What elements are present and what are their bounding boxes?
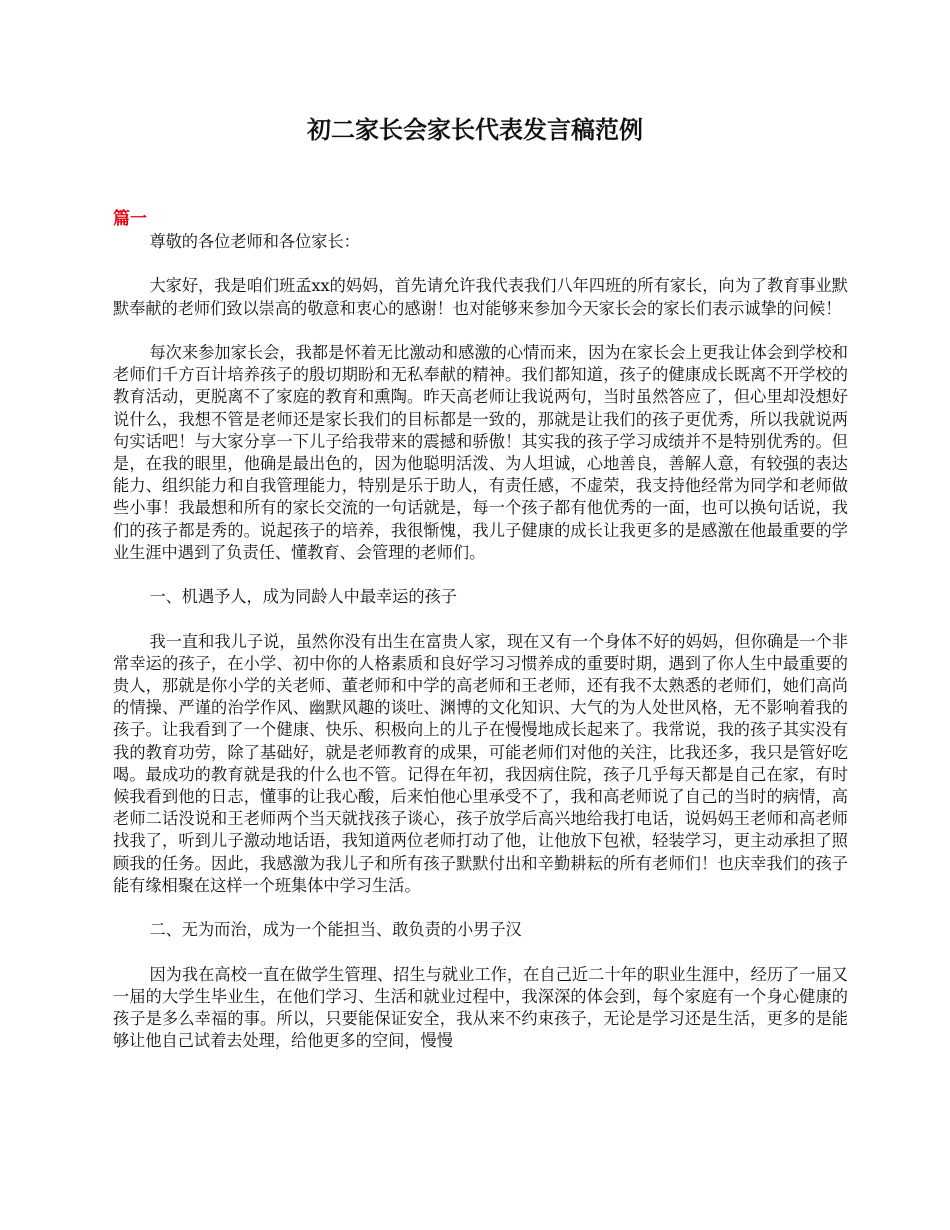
section-label: 篇一 xyxy=(113,209,147,229)
body-paragraph: 我一直和我儿子说，虽然你没有出生在富贵人家，现在又有一个身体不好的妈妈，但你确是一个非常幸运的孩子，在小学、初中你的人格素质和良好学习习惯养成的重要时期，遇到了你人生中最重要的贵人，那就是你小学的关老师、董老师和中学的高老师和王老师，还有我不太熟悉的老师们，她们高尚的情操、严谨的治学作风、幽默风趣的谈吐、渊博的文化知识、大气的为人处世风格，无不影响着我的孩子。让我看到了一个健康、快乐、积极向上的儿子在慢慢地成长起来了。我常说，我的孩子其实没有我的教育功劳，除了基础好，就是老师教育的成果，可能老师们对他的关注，比我还多，我只是管好吃喝。最成功的教育就是我的什么也不管。记得在年初，我因病住院，孩子几乎每天都是自己在家，有时候我看到他的日志，懂事的让我心酸，后来怕他心里承受不了，我和高老师说了自己的当时的病情，高老师二话没说和王老师两个当天就找孩子谈心，孩子放学后高兴地给我打电话，说妈妈王老师和高老师找我了，听到儿子激动地话语，我知道两位老师打动了他，让他放下包袱，轻装学习，更主动承担了照顾我的任务。因此，我感激为我儿子和所有孩子默默付出和辛勤耕耘的所有老师们！也庆幸我们的孩子能有缘相聚在这样一个班集体中学习生活。 xyxy=(113,631,848,895)
body-paragraph: 因为我在高校一直在做学生管理、招生与就业工作，在自己近二十年的职业生涯中，经历了一届又一届的大学生毕业生，在他们学习、生活和就业过程中，我深深的体会到，每个家庭有一个身心健康的孩子是多么幸福的事。所以，只要能保证安全，我从来不约束孩子，无论是学习还是生活，更多的是能够让他自己试着去处理，给他更多的空间，慢慢 xyxy=(113,964,848,1051)
body-paragraph: 每次来参加家长会，我都是怀着无比激动和感激的心情而来，因为在家长会上更我让体会到学校和老师们千方百计培养孩子的殷切期盼和无私奉献的精神。我们都知道，孩子的健康成长既离不开学校的教育活动，更脱离不了家庭的教育和熏陶。昨天高老师让我说两句，当时虽然答应了，但心里却没想好说什么，我想不管是老师还是家长我们的目标都是一致的，那就是让我们的孩子更优秀，所以我就说两句实话吧！与大家分享一下儿子给我带来的震撼和骄傲！其实我的孩子学习成绩并不是特别优秀的。但是，在我的眼里，他确是最出色的，因为他聪明活泼、为人坦诚，心地善良，善解人意，有较强的表达能力、组织能力和自我管理能力，特别是乐于助人，有责任感，不虚荣，我支持他经常为同学和老师做些小事！我最想和所有的家长交流的一句话就是，每一个孩子都有他优秀的一面，也可以换句话说，我们的孩子都是秀的。说起孩子的培养，我很惭愧，我儿子健康的成长让我更多的是感激在他最重要的学业生涯中遇到了负责任、懂教育、会管理的老师们。 xyxy=(113,342,848,562)
document-body xyxy=(113,231,848,1075)
document-title: 初二家长会家长代表发言稿范例 xyxy=(307,115,643,144)
heading-paragraph: 二、无为而治，成为一个能担当、敢负责的小男子汉 xyxy=(149,920,522,940)
greeting-paragraph: 尊敬的各位老师和各位家长： xyxy=(149,232,360,251)
intro-paragraph: 大家好，我是咱们班孟xx的妈妈，首先请允许我代表我们八年四班的所有家长，向为了教育事业默默奉献的老师们致以崇高的敬意和衷心的感谢！也对能够来参加今天家长会的家长们表示诚挚的问候！ xyxy=(113,276,848,318)
heading-paragraph: 一、机遇予人，成为同龄人中最幸运的孩子 xyxy=(149,587,457,607)
